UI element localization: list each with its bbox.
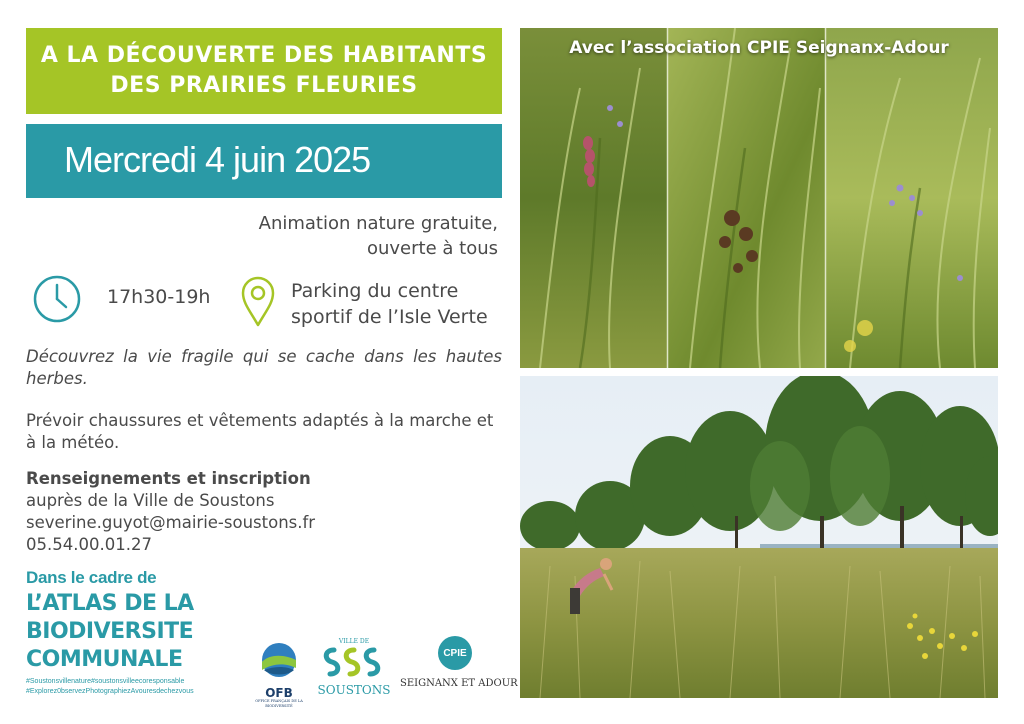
- atlas-title-line-3: COMMUNALE: [26, 647, 183, 672]
- flower-photo-collage: [520, 28, 998, 368]
- meadow-photo: [520, 376, 998, 698]
- atlas-title: [26, 590, 194, 674]
- title-line-1: A LA DÉCOUVERTE DES HABITANTS: [40, 43, 488, 68]
- ofb-subtitle: OFFICE FRANÇAIS DE LA BIODIVERSITÉ: [255, 699, 303, 708]
- event-description: Découvrez la vie fragile qui se cache dans les hautes herbes.: [26, 347, 502, 388]
- contact-line: auprès de la Ville de Soustons: [26, 491, 275, 510]
- animation-line-1: Animation nature gratuite,: [258, 213, 498, 234]
- event-date: Mercredi 4 juin 2025: [64, 139, 371, 180]
- hashtags-line-2: #Explorez0bservezPhotographiezAvouresdechezvous: [26, 688, 194, 695]
- atlas-title-line-2: BIODIVERSITE: [26, 619, 194, 644]
- hashtags: [26, 677, 194, 697]
- event-time: 17h30-19h: [107, 286, 211, 308]
- event-location: [291, 278, 488, 330]
- event-advice: Prévoir chaussures et vêtements adaptés à la marche et à la météo.: [26, 411, 494, 452]
- hashtags-line-1: #Soustonsvillenature#soustonsvilleecoresponsable: [26, 678, 185, 685]
- clock-icon: [32, 274, 82, 324]
- soustons-top: VILLE DE: [338, 638, 370, 645]
- animation-description: [200, 211, 498, 261]
- contact-email[interactable]: severine.guyot@mairie-soustons.fr: [26, 513, 316, 532]
- title-line-2: DES PRAIRIES FLEURIES: [110, 73, 418, 98]
- cpie-emblem-icon: [438, 636, 472, 670]
- ofb-logo: [254, 642, 304, 708]
- contact-heading: Renseignements et inscription: [26, 469, 311, 488]
- atlas-title-line-1: L’ATLAS DE LA: [26, 591, 194, 616]
- contact-phone[interactable]: 05.54.00.01.27: [26, 535, 152, 554]
- atlas-intro: Dans le cadre de: [26, 568, 157, 587]
- ofb-emblem-icon: [254, 642, 304, 682]
- contact-info: [26, 468, 502, 556]
- photo-caption: Avec l’association CPIE Seignanx-Adour: [569, 38, 949, 58]
- animation-line-2: ouverte à tous: [366, 238, 498, 259]
- title-banner: [26, 28, 502, 114]
- soustons-logo: [312, 638, 396, 700]
- cpie-logo: [400, 636, 518, 698]
- soustons-name: SOUSTONS: [317, 683, 391, 697]
- soustons-emblem-icon: [312, 646, 396, 678]
- location-line-2: sportif de l’Isle Verte: [291, 306, 488, 328]
- cpie-name: CPIE: [443, 647, 467, 659]
- date-banner: [26, 124, 502, 198]
- location-pin-icon: [240, 275, 276, 327]
- ofb-name: OFB: [265, 686, 293, 700]
- cpie-subtitle: SEIGNANX ET ADOUR: [400, 678, 518, 689]
- location-line-1: Parking du centre: [291, 280, 459, 302]
